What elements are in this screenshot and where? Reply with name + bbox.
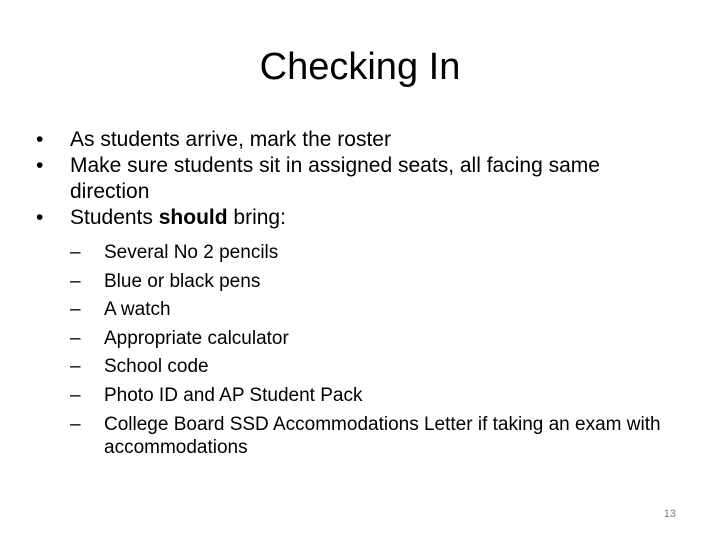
list-item-text: A watch (104, 299, 171, 320)
list-item (70, 353, 676, 382)
slide-title: Checking In (259, 46, 461, 88)
dash-marker: – (70, 327, 81, 349)
list-item-text: Several No 2 pencils (104, 242, 279, 263)
list-item-text: Appropriate calculator (104, 327, 289, 349)
bullet-item-bring (36, 205, 676, 459)
list-item (70, 296, 676, 325)
bullet-text-emphasis: should (158, 206, 228, 229)
list-item-text: Photo ID and AP Student Pack (104, 384, 363, 406)
bullet-item-seating (36, 153, 676, 205)
bullet-text-suffix: bring: (227, 206, 286, 229)
list-item (70, 325, 676, 354)
list-item (70, 382, 676, 411)
dash-marker: – (70, 414, 81, 435)
bring-items-list (70, 239, 676, 459)
list-item (70, 239, 676, 268)
list-item-text: School code (104, 356, 209, 377)
dash-marker: – (70, 356, 81, 377)
list-item (70, 268, 676, 297)
dash-marker: – (70, 242, 81, 263)
list-item-text: Blue or black pens (104, 270, 261, 292)
bullet-text: As students arrive, mark the roster (70, 128, 391, 151)
list-item (70, 413, 676, 459)
dash-marker: – (70, 384, 81, 406)
bullet-marker: • (36, 154, 44, 177)
bullet-marker: • (36, 206, 44, 229)
bullet-text-prefix: Students (70, 206, 159, 229)
list-item-text: College Board SSD Accommodations Letter if taking an exam with accommodations (104, 414, 661, 458)
bullet-item-roster (36, 127, 676, 153)
bullet-text: Make sure students sit in assigned seats, all facing same direction (70, 154, 600, 203)
page-number: 13 (663, 508, 676, 520)
bullet-marker: • (36, 128, 44, 151)
bullet-list (36, 127, 676, 459)
dash-marker: – (70, 270, 81, 292)
dash-marker: – (70, 299, 81, 320)
